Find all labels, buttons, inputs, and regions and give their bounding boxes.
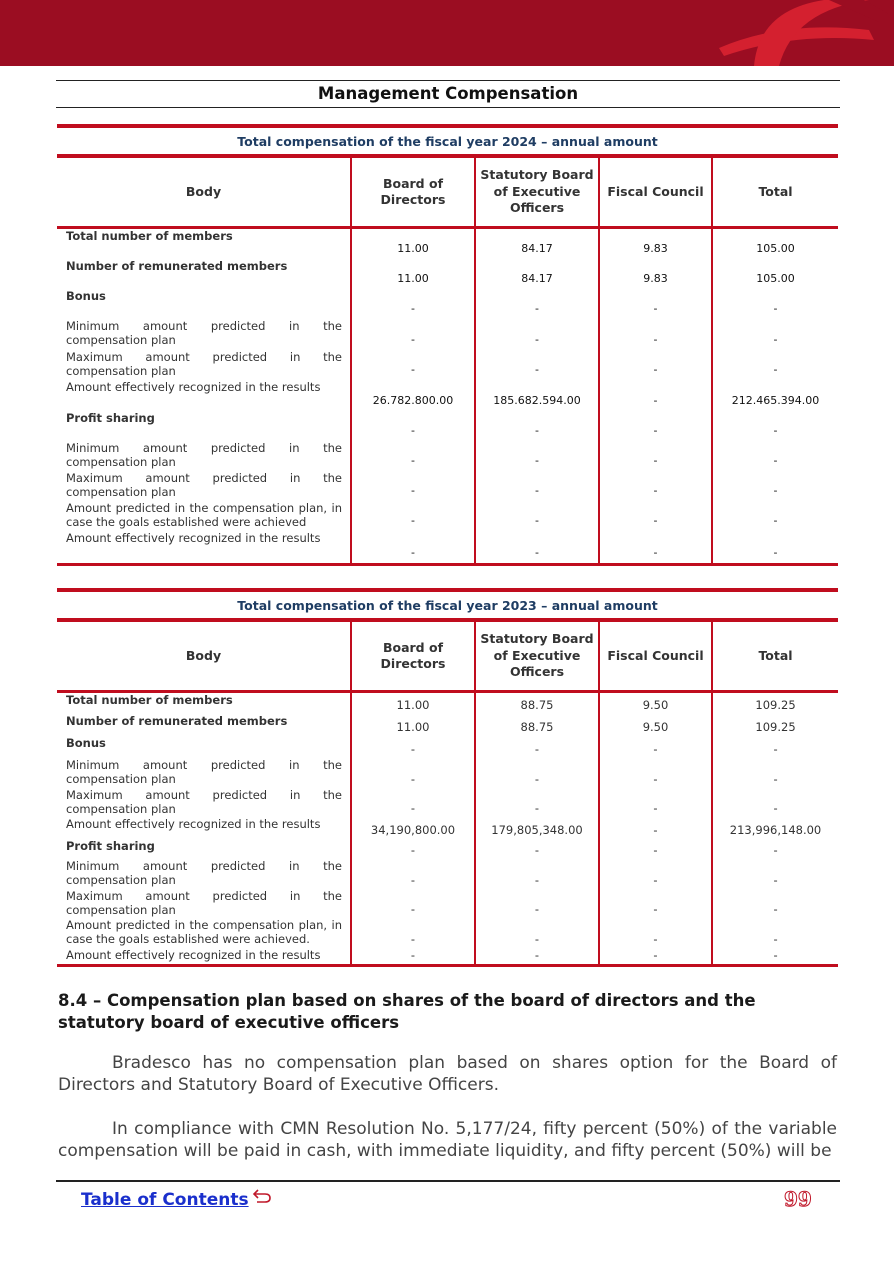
table-row: [57, 531, 838, 565]
table-cell: -: [475, 918, 599, 948]
row-label: Number of remunerated members: [66, 713, 288, 728]
table-cell: -: [599, 289, 712, 319]
table-cell: 109.25: [712, 692, 838, 714]
table-row: [57, 289, 838, 319]
table-cell: -: [351, 918, 475, 948]
bradesco-logo-icon: [664, 0, 894, 66]
column-header: Statutory Board of Executive Officers: [475, 620, 599, 692]
table-cell: -: [351, 441, 475, 471]
table-cell: -: [351, 788, 475, 817]
table-row: [57, 350, 838, 380]
table-cell: -: [475, 441, 599, 471]
table-cell: -: [351, 350, 475, 380]
table-cell: -: [475, 319, 599, 350]
column-header: Board of Directors: [351, 156, 475, 228]
compensation-table-2024: [57, 124, 838, 566]
table-cell: -: [599, 471, 712, 501]
section-heading: 8.4 – Compensation plan based on shares of the board of directors and the statutory board of executive officers: [58, 991, 756, 1032]
table-cell: -: [475, 788, 599, 817]
table-cell: -: [351, 839, 475, 859]
table-row: [57, 788, 838, 817]
row-label: Amount effectively recognized in the results: [57, 948, 351, 966]
column-header: Total: [712, 620, 838, 692]
table-cell: -: [475, 501, 599, 531]
table-cell: -: [351, 859, 475, 889]
column-header: Body: [57, 156, 351, 228]
table-cell: -: [475, 736, 599, 758]
column-header: Total: [712, 156, 838, 228]
table-cell: 84.17: [475, 228, 599, 259]
row-label: Maximum amount predicted in the compensation plan: [66, 470, 342, 499]
table-row: [57, 758, 838, 788]
table-row: [57, 501, 838, 531]
column-header: Fiscal Council: [599, 156, 712, 228]
table-cell: -: [712, 319, 838, 350]
table-cell: -: [475, 350, 599, 380]
table-cell: 34,190,800.00: [351, 817, 475, 839]
row-label: Amount predicted in the compensation plan, in case the goals established were achieved: [66, 500, 342, 529]
table-row: [57, 411, 838, 441]
table-row: [57, 441, 838, 471]
table-cell: 179,805,348.00: [475, 817, 599, 839]
section-title: Management Compensation: [56, 80, 840, 108]
page-number: 99: [784, 1187, 812, 1211]
row-label: Amount effectively recognized in the results: [57, 531, 351, 565]
table-row: [57, 817, 838, 839]
compensation-table-2023: [57, 588, 838, 967]
row-label: Amount effectively recognized in the results: [66, 379, 321, 394]
table-cell: -: [599, 501, 712, 531]
table-caption: Total compensation of the fiscal year 2023 – annual amount: [57, 590, 838, 620]
table-row: [57, 736, 838, 758]
table-cell: 11.00: [351, 692, 475, 714]
table-cell: -: [712, 501, 838, 531]
row-label: Maximum amount predicted in the compensation plan: [66, 349, 342, 378]
table-row: [57, 839, 838, 859]
row-label: Maximum amount predicted in the compensation plan: [66, 888, 342, 917]
table-cell: -: [712, 758, 838, 788]
header-banner: [0, 0, 894, 66]
table-cell: -: [475, 471, 599, 501]
table-cell: 88.75: [475, 692, 599, 714]
row-label: Total number of members: [66, 229, 233, 243]
body-paragraph: Bradesco has no compensation plan based on shares option for the Board of Directors and Statutory Board of Executive Officers.: [58, 1053, 837, 1095]
table-cell: -: [712, 441, 838, 471]
table-cell: -: [599, 531, 712, 565]
table-cell: -: [712, 350, 838, 380]
table-cell: 11.00: [351, 714, 475, 736]
table-cell: -: [599, 350, 712, 380]
table-cell: 11.00: [351, 228, 475, 259]
row-label: Amount predicted in the compensation plan, in case the goals established were achieved.: [66, 917, 342, 946]
table-cell: -: [712, 736, 838, 758]
table-cell: 11.00: [351, 259, 475, 289]
table-cell: 9.83: [599, 259, 712, 289]
table-cell: -: [351, 289, 475, 319]
row-label: Number of remunerated members: [66, 258, 288, 273]
table-cell: -: [475, 758, 599, 788]
table-cell: -: [712, 531, 838, 565]
table-cell: -: [712, 859, 838, 889]
table-cell: -: [475, 948, 599, 966]
table-cell: -: [599, 839, 712, 859]
table-cell: -: [599, 859, 712, 889]
table-cell: 105.00: [712, 259, 838, 289]
table-cell: -: [351, 948, 475, 966]
return-arrow-icon[interactable]: [251, 1186, 273, 1210]
table-cell: -: [351, 889, 475, 918]
table-row: [57, 918, 838, 948]
table-cell: -: [599, 736, 712, 758]
table-cell: -: [351, 501, 475, 531]
table-caption: Total compensation of the fiscal year 2024 – annual amount: [57, 126, 838, 156]
row-label: Total number of members: [66, 693, 233, 707]
table-cell: -: [475, 411, 599, 441]
table-cell: -: [475, 839, 599, 859]
table-cell: 185.682.594.00: [475, 380, 599, 411]
table-row: [57, 471, 838, 501]
table-cell: -: [475, 289, 599, 319]
table-cell: -: [351, 531, 475, 565]
table-cell: -: [351, 319, 475, 350]
table-cell: -: [599, 758, 712, 788]
row-label: Minimum amount predicted in the compensation plan: [66, 318, 342, 347]
row-label: Bonus: [66, 735, 106, 750]
column-header: Board of Directors: [351, 620, 475, 692]
row-label: Minimum amount predicted in the compensation plan: [66, 858, 342, 887]
table-row: [57, 228, 838, 259]
table-cell: 26.782.800.00: [351, 380, 475, 411]
table-cell: 9.83: [599, 228, 712, 259]
table-cell: 88.75: [475, 714, 599, 736]
table-cell: -: [599, 788, 712, 817]
row-label: Minimum amount predicted in the compensation plan: [66, 440, 342, 469]
table-cell: 84.17: [475, 259, 599, 289]
table-cell: -: [475, 889, 599, 918]
table-cell: -: [475, 859, 599, 889]
row-label: Bonus: [66, 288, 106, 303]
row-label: Profit sharing: [66, 838, 155, 853]
table-cell: -: [351, 758, 475, 788]
table-cell: -: [599, 918, 712, 948]
table-cell: -: [599, 411, 712, 441]
row-label: Amount effectively recognized in the results: [66, 816, 321, 831]
table-cell: 212.465.394.00: [712, 380, 838, 411]
column-header: Statutory Board of Executive Officers: [475, 156, 599, 228]
row-label: Minimum amount predicted in the compensation plan: [66, 757, 342, 786]
table-cell: -: [599, 948, 712, 966]
column-header: Fiscal Council: [599, 620, 712, 692]
body-paragraph: In compliance with CMN Resolution No. 5,177/24, fifty percent (50%) of the variable compensation will be paid in cash, with immediate liquidity, and fifty percent (50%) will be: [58, 1119, 837, 1161]
table-row: [57, 319, 838, 350]
table-row: [57, 380, 838, 411]
row-label: Profit sharing: [66, 410, 155, 425]
table-cell: 9.50: [599, 714, 712, 736]
table-cell: -: [712, 471, 838, 501]
table-cell: -: [712, 889, 838, 918]
table-row: [57, 948, 838, 966]
footer-divider: [56, 1180, 840, 1182]
table-cell: -: [351, 471, 475, 501]
table-cell: -: [599, 319, 712, 350]
table-cell: 109.25: [712, 714, 838, 736]
table-cell: -: [599, 380, 712, 411]
table-cell: -: [475, 531, 599, 565]
table-cell: -: [599, 441, 712, 471]
table-of-contents-link[interactable]: Table of Contents: [81, 1190, 249, 1210]
table-row: [57, 859, 838, 889]
column-header: Body: [57, 620, 351, 692]
table-row: [57, 889, 838, 918]
row-label: Maximum amount predicted in the compensation plan: [66, 787, 342, 816]
table-cell: -: [712, 918, 838, 948]
table-cell: -: [712, 289, 838, 319]
table-cell: 9.50: [599, 692, 712, 714]
table-cell: -: [712, 411, 838, 441]
table-row: [57, 692, 838, 714]
table-row: [57, 259, 838, 289]
table-cell: -: [351, 411, 475, 441]
table-cell: -: [712, 839, 838, 859]
table-cell: -: [712, 788, 838, 817]
table-cell: -: [599, 889, 712, 918]
table-cell: -: [712, 948, 838, 966]
table-row: [57, 714, 838, 736]
table-cell: 213,996,148.00: [712, 817, 838, 839]
table-cell: -: [599, 817, 712, 839]
table-cell: -: [351, 736, 475, 758]
table-cell: 105.00: [712, 228, 838, 259]
